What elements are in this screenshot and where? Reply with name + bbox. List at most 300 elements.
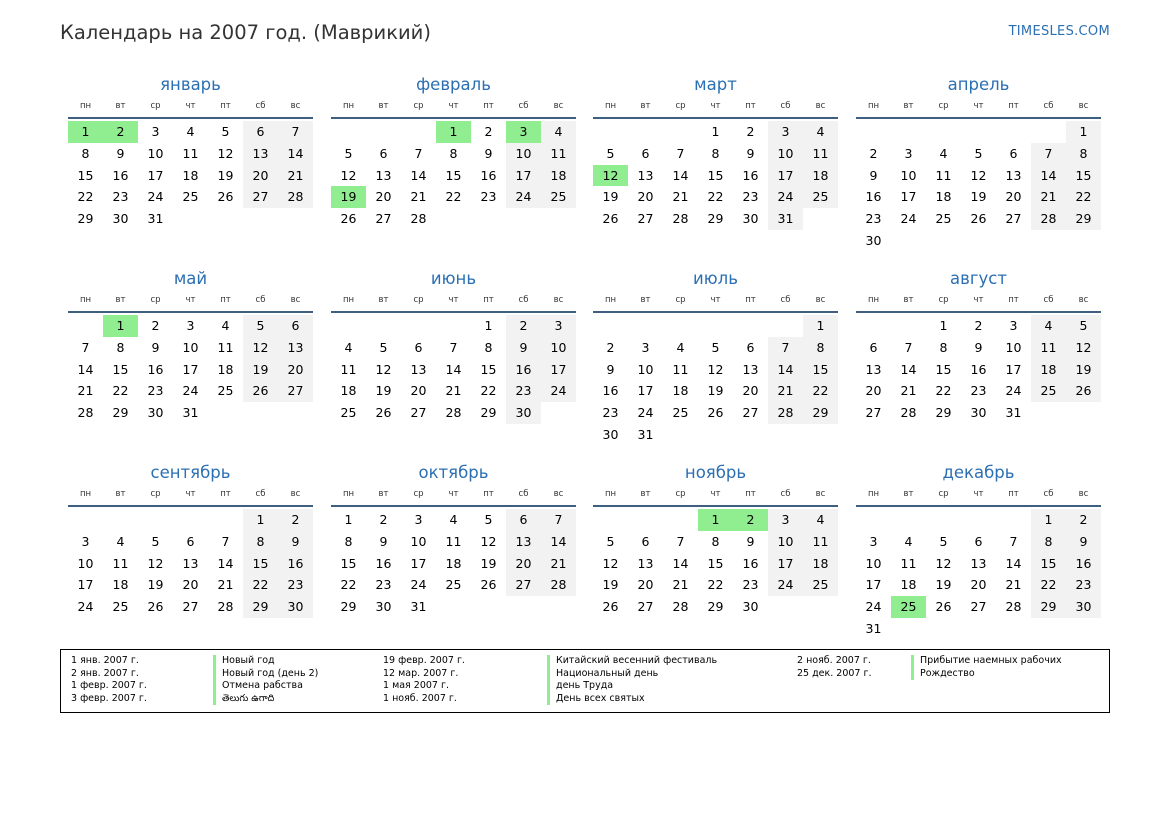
day-cell: 26 [1066,380,1101,402]
day-cell: 16 [865,189,882,205]
month-12 [856,463,1101,640]
day-cell: 14 [77,361,94,377]
day-cell: 25 [803,186,838,208]
day-cell: 8 [711,145,720,161]
day-cell: 16 [602,383,619,399]
day-cell: 13 [278,337,313,359]
day-grid [68,315,313,424]
day-cell: 13 [506,531,541,553]
empty-cell [103,509,138,531]
month-name: апрель [947,75,1010,94]
day-cell: 27 [865,405,882,421]
weekday-header [331,100,576,119]
day-cell: 4 [221,318,230,333]
legend-dates-col-1 [71,655,147,705]
day-cell: 26 [480,577,497,593]
day-cell: 27 [182,599,199,615]
day-cell: 20 [970,577,987,593]
day-cell: 28 [1031,208,1066,230]
day-grid [856,315,1101,424]
day-cell: 23 [865,211,882,227]
month-name: октябрь [418,463,489,482]
day-cell: 30 [147,405,164,421]
day-cell: 9 [151,339,160,355]
weekday-label: ср [413,101,424,111]
day-cell: 16 [506,359,541,381]
day-cell: 29 [480,405,497,421]
day-cell: 18 [803,553,838,575]
weekday-label: вс [553,101,564,111]
day-cell: 15 [1031,553,1066,575]
day-cell: 14 [1031,165,1066,187]
day-cell: 18 [935,189,952,205]
day-cell: 12 [935,555,952,571]
day-cell: 22 [340,577,357,593]
day-cell: 24 [77,599,94,615]
day-cell: 19 [243,359,278,381]
day-cell: 13 [1005,167,1022,183]
weekday-label: пн [79,295,92,305]
legend-holiday: Новый год (день 2) [213,668,318,681]
day-cell: 4 [904,533,913,549]
weekday-label: пт [1008,489,1019,499]
day-cell: 29 [243,596,278,618]
day-cell: 3 [186,318,195,333]
weekday-label: пн [79,101,92,111]
day-cell: 15 [803,359,838,381]
day-cell: 6 [641,145,650,161]
day-cell: 28 [541,574,576,596]
day-cell: 7 [768,337,803,359]
day-cell: 21 [1031,186,1066,208]
weekday-label: сб [1043,295,1054,305]
day-cell: 23 [147,383,164,399]
holiday-day-cell: 25 [891,596,926,618]
weekday-label: вт [115,101,126,111]
day-cell: 14 [900,361,917,377]
weekday-label: чт [710,101,721,111]
weekday-label: вт [378,489,389,499]
page-title: Календарь на 2007 год. (Маврикий) [60,21,431,44]
day-cell: 6 [379,145,388,161]
day-cell: 23 [742,577,759,593]
day-cell: 25 [672,405,689,421]
day-cell: 21 [410,189,427,205]
day-cell: 27 [1005,211,1022,227]
day-cell: 28 [1005,599,1022,615]
weekday-header [856,294,1101,313]
day-cell: 24 [506,186,541,208]
day-cell: 8 [484,339,493,355]
day-cell: 30 [865,232,882,248]
empty-cell [401,121,436,143]
day-cell: 4 [449,512,458,527]
weekday-label: ср [150,101,161,111]
weekday-label: вс [1078,489,1089,499]
day-cell: 20 [865,383,882,399]
day-cell: 21 [672,189,689,205]
day-cell: 19 [375,383,392,399]
day-cell: 5 [484,512,493,527]
day-cell: 11 [803,143,838,165]
day-cell: 26 [147,599,164,615]
empty-cell [366,121,401,143]
day-cell: 7 [676,533,685,549]
legend-date: 12 мар. 2007 г. [383,667,459,679]
day-cell: 30 [742,211,759,227]
month-name: июнь [430,269,477,288]
weekday-label: вс [553,295,564,305]
day-cell: 2 [151,318,160,333]
weekday-label: чт [448,295,459,305]
weekday-label: вт [378,101,389,111]
legend-dates-col-3 [797,655,872,680]
day-cell: 3 [414,512,423,527]
weekday-label: вс [290,101,301,111]
weekday-label: пн [867,101,880,111]
day-cell: 15 [480,361,497,377]
weekday-label: сб [255,101,266,111]
day-cell: 25 [1031,380,1066,402]
day-cell: 24 [768,574,803,596]
weekday-label: пн [867,489,880,499]
weekday-label: ср [150,295,161,305]
day-cell: 7 [904,339,913,355]
day-cell: 20 [637,189,654,205]
day-cell: 31 [637,426,654,442]
day-cell: 10 [865,555,882,571]
month-3 [593,75,838,230]
empty-cell [856,509,891,531]
day-cell: 7 [1031,143,1066,165]
empty-cell [593,509,628,531]
day-cell: 13 [243,143,278,165]
day-cell: 22 [707,577,724,593]
day-cell: 2 [606,339,615,355]
weekday-label: вс [290,295,301,305]
day-cell: 6 [746,339,755,355]
weekday-header [68,294,313,313]
day-cell: 17 [77,577,94,593]
day-cell: 4 [1031,315,1066,337]
day-cell: 9 [974,339,983,355]
empty-cell [68,509,103,531]
day-cell: 5 [606,145,615,161]
day-cell: 26 [243,380,278,402]
day-cell: 29 [340,599,357,615]
empty-cell [68,315,103,337]
day-cell: 9 [746,145,755,161]
day-cell: 30 [742,599,759,615]
weekday-header [68,100,313,119]
day-cell: 28 [217,599,234,615]
legend-holiday: Отмена рабства [213,680,318,693]
day-cell: 14 [1005,555,1022,571]
empty-cell [891,315,926,337]
day-cell: 30 [112,211,129,227]
empty-cell [593,315,628,337]
weekday-label: ср [675,295,686,305]
day-cell: 7 [414,145,423,161]
day-cell: 8 [711,533,720,549]
day-cell: 12 [602,555,619,571]
empty-cell [593,121,628,143]
day-cell: 10 [77,555,94,571]
day-cell: 30 [1066,596,1101,618]
day-grid [856,121,1101,252]
day-cell: 2 [278,509,313,531]
month-name: январь [160,75,221,94]
weekday-label: пн [604,489,617,499]
empty-cell [208,509,243,531]
day-cell: 28 [278,186,313,208]
empty-cell [856,121,891,143]
day-cell: 27 [410,405,427,421]
weekday-label: пн [867,295,880,305]
day-cell: 30 [375,599,392,615]
day-cell: 4 [344,339,353,355]
day-cell: 5 [151,533,160,549]
day-cell: 28 [445,405,462,421]
day-cell: 19 [147,577,164,593]
day-cell: 20 [1005,189,1022,205]
month-name: март [694,75,737,94]
weekday-label: вт [640,295,651,305]
weekday-label: пт [483,489,494,499]
day-grid [593,315,838,446]
weekday-label: чт [710,489,721,499]
day-cell: 19 [935,577,952,593]
weekday-label: вт [115,295,126,305]
day-cell: 18 [672,383,689,399]
weekday-label: ср [675,101,686,111]
day-cell: 2 [746,124,755,139]
empty-cell [628,121,663,143]
day-grid [68,121,313,230]
day-cell: 13 [742,361,759,377]
day-cell: 5 [606,533,615,549]
legend-holiday: День всех святых [547,693,717,706]
day-cell: 5 [939,533,948,549]
weekday-label: пн [604,295,617,305]
day-cell: 15 [1066,165,1101,187]
day-cell: 5 [243,315,278,337]
day-cell: 31 [865,620,882,636]
day-cell: 17 [1005,361,1022,377]
weekday-label: вт [640,489,651,499]
day-cell: 9 [606,361,615,377]
day-cell: 11 [900,555,917,571]
weekday-label: ср [938,295,949,305]
day-cell: 22 [480,383,497,399]
weekday-label: пт [483,295,494,305]
weekday-label: ср [675,489,686,499]
day-grid [331,121,576,230]
day-cell: 17 [182,361,199,377]
day-cell: 6 [278,315,313,337]
day-cell: 23 [278,574,313,596]
day-cell: 6 [414,339,423,355]
day-cell: 10 [506,143,541,165]
day-cell: 11 [935,167,952,183]
weekday-label: чт [185,101,196,111]
day-cell: 1 [344,512,353,527]
day-cell: 10 [637,361,654,377]
day-cell: 13 [410,361,427,377]
weekday-label: вт [903,489,914,499]
day-cell: 29 [803,402,838,424]
month-name: июль [693,269,738,288]
day-cell: 9 [506,337,541,359]
day-cell: 6 [506,509,541,531]
month-2 [331,75,576,230]
weekday-label: вс [1078,295,1089,305]
day-cell: 25 [217,383,234,399]
day-cell: 16 [480,167,497,183]
weekday-label: пт [1008,101,1019,111]
day-cell: 23 [602,405,619,421]
day-cell: 22 [1066,186,1101,208]
weekday-label: вт [378,295,389,305]
day-cell: 10 [768,531,803,553]
day-cell: 21 [541,553,576,575]
month-9 [68,463,313,618]
day-cell: 1 [1031,509,1066,531]
day-cell: 16 [742,555,759,571]
legend-date: 3 февр. 2007 г. [71,692,147,704]
day-cell: 15 [77,167,94,183]
day-cell: 20 [278,359,313,381]
weekday-header [331,294,576,313]
day-cell: 9 [869,167,878,183]
day-cell: 3 [869,533,878,549]
brand-link[interactable]: TIMESLES.COM [1008,24,1110,39]
weekday-label: вт [903,295,914,305]
month-name: декабрь [942,463,1015,482]
day-cell: 26 [602,599,619,615]
weekday-label: вс [815,489,826,499]
day-cell: 13 [637,167,654,183]
month-name: май [173,269,208,288]
day-cell: 17 [768,165,803,187]
month-11 [593,463,838,618]
weekday-header [856,488,1101,507]
day-cell: 7 [221,533,230,549]
day-cell: 1 [484,318,493,333]
day-cell: 14 [445,361,462,377]
day-cell: 9 [746,533,755,549]
day-cell: 9 [1066,531,1101,553]
day-cell: 15 [707,167,724,183]
weekday-label: пн [79,489,92,499]
day-cell: 22 [243,574,278,596]
day-cell: 14 [672,167,689,183]
legend-holiday: Прибытие наемных рабочих [911,655,1062,668]
day-cell: 8 [1031,531,1066,553]
empty-cell [698,315,733,337]
day-cell: 2 [379,512,388,527]
legend-date: 2 янв. 2007 г. [71,667,139,679]
day-cell: 15 [243,553,278,575]
day-cell: 17 [900,189,917,205]
day-cell: 14 [541,531,576,553]
day-cell: 16 [375,555,392,571]
empty-cell [961,121,996,143]
month-name: ноябрь [684,463,747,482]
day-cell: 13 [375,167,392,183]
day-cell: 26 [217,189,234,205]
empty-cell [138,509,173,531]
holiday-day-cell: 19 [331,186,366,208]
day-cell: 17 [865,577,882,593]
day-cell: 17 [147,167,164,183]
empty-cell [996,121,1031,143]
weekday-label: пт [745,489,756,499]
day-cell: 25 [182,189,199,205]
day-cell: 1 [243,509,278,531]
day-cell: 20 [742,383,759,399]
day-cell: 24 [147,189,164,205]
legend-date: 1 февр. 2007 г. [71,680,147,692]
day-cell: 11 [1031,337,1066,359]
day-cell: 4 [939,145,948,161]
day-cell: 26 [935,599,952,615]
day-cell: 19 [602,577,619,593]
day-cell: 19 [707,383,724,399]
day-cell: 22 [707,189,724,205]
day-cell: 30 [602,426,619,442]
weekday-label: вт [640,101,651,111]
day-cell: 1 [1066,121,1101,143]
weekday-label: пт [220,101,231,111]
day-cell: 29 [1031,596,1066,618]
day-cell: 26 [375,405,392,421]
day-cell: 11 [672,361,689,377]
day-cell: 21 [217,577,234,593]
weekday-label: чт [973,295,984,305]
day-cell: 22 [445,189,462,205]
day-cell: 1 [939,318,948,333]
empty-cell [768,315,803,337]
empty-cell [891,121,926,143]
weekday-label: пт [745,295,756,305]
day-cell: 2 [974,318,983,333]
day-cell: 12 [340,167,357,183]
day-cell: 16 [112,167,129,183]
day-cell: 11 [112,555,129,571]
day-grid [856,509,1101,640]
weekday-label: сб [518,101,529,111]
weekday-label: чт [448,101,459,111]
empty-cell [436,315,471,337]
empty-cell [733,315,768,337]
day-cell: 31 [1005,405,1022,421]
weekday-header [856,100,1101,119]
day-cell: 20 [506,553,541,575]
weekday-label: сб [518,489,529,499]
legend-dates-col-2 [383,655,465,705]
day-cell: 14 [278,143,313,165]
empty-cell [1031,121,1066,143]
day-cell: 5 [221,124,230,139]
month-8 [856,269,1101,424]
day-cell: 10 [541,337,576,359]
day-cell: 8 [803,337,838,359]
day-cell: 29 [112,405,129,421]
day-cell: 8 [449,145,458,161]
day-grid [68,509,313,618]
weekday-label: ср [150,489,161,499]
